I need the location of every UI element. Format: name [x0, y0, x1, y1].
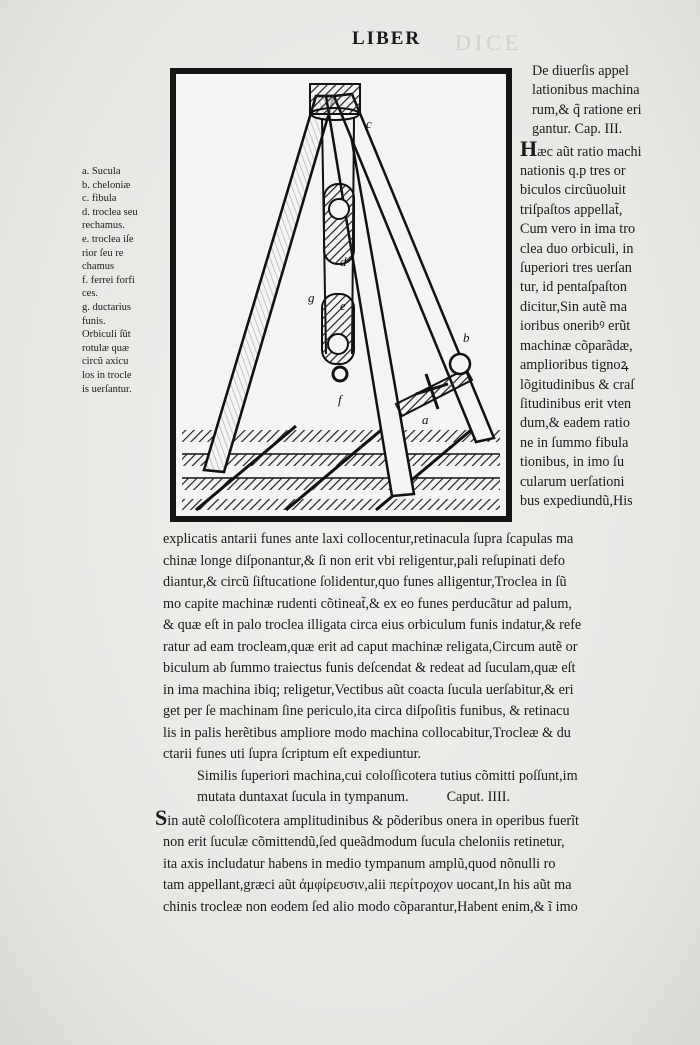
- text-line: & quæ eſt in palo troclea illigata circa eius orbiculum funis indatur,& refe: [163, 617, 582, 633]
- text-line: triſpaſtos appellat̃,: [520, 201, 623, 218]
- figure-label-c: c: [366, 116, 372, 131]
- text-line: Sin autẽ coloſſicotera amplitudinibus & põderibus onera in operibus fuerĩt: [155, 804, 579, 830]
- running-head: LIBER: [352, 28, 422, 49]
- figure-label-g: g: [308, 290, 315, 305]
- text-line: cularum uerſationi: [520, 473, 625, 490]
- text-line: mo capite machinæ rudenti cõtineat̃,& ex eo funes perducãtur ad palum,: [163, 595, 572, 612]
- legend-line: los in trocle: [82, 369, 132, 381]
- show-through-text: DICE: [455, 30, 523, 55]
- legend-line: Orbiculi ſũt: [82, 329, 131, 341]
- drop-initial: H: [520, 135, 538, 161]
- chapter-heading-line: gantur. Cap. III.: [532, 121, 623, 138]
- legend-line: circũ axicu: [82, 356, 129, 368]
- text-line: nationis q.p tres or: [520, 163, 626, 180]
- text-line: amplioribus tignoꝝ: [520, 357, 629, 374]
- main-text-block: [155, 529, 663, 918]
- text-line: ioribus oneribꝰ erũt: [520, 318, 631, 335]
- text-line: tam appellant,græci aũt ἀμφίρευσιν,alii περίτροχον uocant,In his aũt ma: [163, 877, 572, 893]
- figure-label-a: a: [422, 412, 429, 427]
- text-line: biculos circũuoluit: [520, 182, 626, 199]
- chapter4-label: Caput. IIII.: [446, 789, 511, 805]
- text-line: ſuperiori tres uerſan: [520, 260, 632, 277]
- legend-line: c. fibula: [82, 193, 117, 205]
- legend-line: g. ductarius: [82, 301, 131, 313]
- chapter4-intro-line: Similis ſuperiori machina,cui coloſſicotera tutius cõmitti poſſunt,im: [197, 767, 578, 784]
- legend-line: a. Sucula: [82, 166, 121, 177]
- text-line: get per ſe machinam ſine periculo,ita circa diſpoſitis funibus, & retinacu: [163, 703, 570, 719]
- chapter4-intro-line: mutata duntaxat ſucula in tympanum. Caput. IIII.: [197, 789, 511, 805]
- figure-label-b: b: [463, 330, 470, 345]
- text-line: lis in palis herẽtibus ampliore modo machina collocabitur,Trocleæ & du: [163, 724, 571, 741]
- legend-line: e. troclea iſe: [82, 233, 134, 245]
- figure-label-f: f: [338, 392, 342, 407]
- text-line: bus expediundũ,His: [520, 492, 633, 509]
- legend-line: b. cheloniæ: [82, 179, 131, 191]
- legend-line: d. troclea seu: [82, 206, 138, 218]
- text-line: chinæ longe diſponantur,& ſi non erit vbi religentur,pali reſupinati defo: [163, 552, 565, 569]
- chapter-heading-line: De diuerſis appel: [532, 63, 629, 79]
- text-line: clea duo orbiculi, in: [520, 240, 634, 257]
- chapter-heading-line: rum,& q̃ ratione eri: [532, 101, 642, 118]
- text-line: diantur,& circũ ſiſtucatione ſolidentur,quo funes alligentur,Troclea in ſũ: [163, 574, 567, 590]
- legend-line: funis.: [82, 315, 106, 327]
- legend-line: rior ſeu re: [82, 247, 124, 259]
- legend-line: rechamus.: [82, 220, 125, 232]
- text-line: machinæ cõparãdæ,: [520, 337, 633, 354]
- text-line: ſitudinibus erit vten: [520, 395, 632, 412]
- text-line: lõgitudinibus & craſ: [520, 376, 635, 393]
- figure-legend: [82, 165, 170, 396]
- text-line: Cum vero in ima tro: [520, 221, 636, 238]
- text-line: in ima machina ibiq; religetur,Vectibus aũt coacta ſucula uerſabitur,& eri: [163, 681, 574, 698]
- text-line: non erit ſuculæ cõmittendũ,ſed queãdmodum ſucula cheloniis retinetur,: [163, 834, 565, 850]
- text-line: tur, id pentaſpaſton: [520, 279, 627, 296]
- legend-line: rotulæ quæ: [82, 342, 129, 354]
- woodcut-illustration: [170, 68, 512, 522]
- legend-line: is uerſantur.: [82, 383, 132, 395]
- legend-line: f. ferrei forfi: [82, 274, 135, 286]
- top-fibula: [310, 84, 360, 120]
- chapter-heading-line: lationibus machina: [532, 82, 640, 99]
- text-line: dum,& eadem ratio: [520, 415, 630, 432]
- tripod-hoist-drawing: [176, 74, 506, 516]
- text-line: biculum ab ſummo traiectus funis deſcendat & redeat ad ſuculam,quæ eſt: [163, 660, 576, 676]
- text-line: ratur ad eam trocleam,quæ erit ad caput machinæ religata,Circum autẽ or: [163, 638, 578, 655]
- drop-initial: S: [155, 804, 168, 830]
- legend-line: chamus: [82, 261, 115, 273]
- figure-label-e: e: [340, 298, 346, 313]
- text-line: ne in ſummo fibula: [520, 434, 629, 451]
- right-text-column: [520, 62, 698, 511]
- legend-line: ces.: [82, 288, 99, 300]
- text-line: dicitur,Sin autẽ ma: [520, 298, 627, 315]
- text-line: ctarii funes uti ſupra ſcriptum eſt expediuntur.: [163, 746, 422, 762]
- text-line: explicatis antarii funes ante laxi collocentur,retinacula ſupra ſcapulas ma: [163, 531, 574, 547]
- text-line: tionibus, in imo ſu: [520, 454, 625, 471]
- text-line: ita axis includatur habens in medio tympanum amplũ,quod nõnulli ro: [163, 855, 556, 872]
- text-line: Hæc aũt ratio machi: [520, 135, 642, 161]
- text-line: chinis trocleæ non eodem ſed alio modo cõparantur,Habent enim,& ĩ imo: [163, 898, 578, 915]
- figure-label-d: d: [340, 254, 347, 269]
